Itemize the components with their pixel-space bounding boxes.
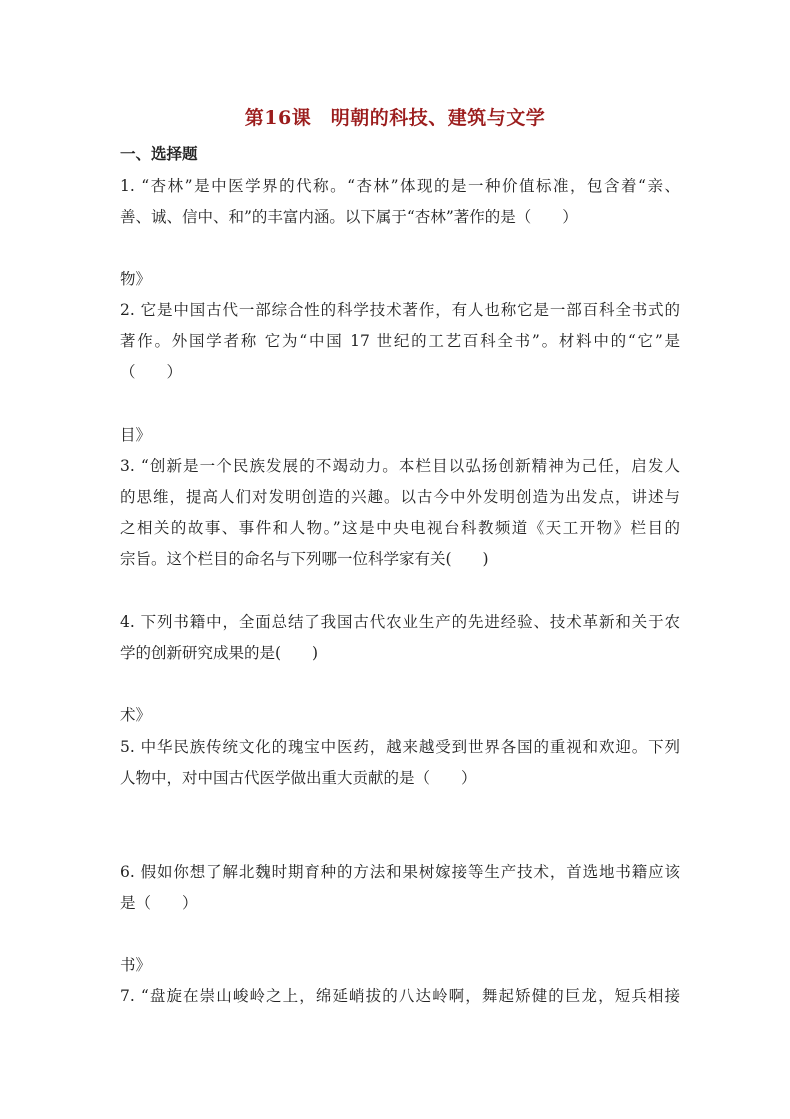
question-text: （ ） (120, 363, 183, 381)
question-text: 5. 中华民族传统文化的瑰宝中医药，越来越受到世界各国的重视和欢迎。下列 (120, 738, 680, 756)
question-text: 之相关的故事、事件和人物。”这是中央电视台科教频道《天工开物》栏目的 (120, 519, 680, 537)
question-text: 宗旨。这个栏目的命名与下列哪一位科学家有关( ) (120, 550, 489, 568)
option-wrap: 术》 (120, 706, 152, 724)
question-text: 人物中，对中国古代医学做出重大贡献的是（ ） (120, 769, 477, 787)
question-text: 的思维，提高人们对发明创造的兴趣。以古今中外发明创造为出发点，讲述与 (120, 488, 680, 506)
section-heading: 一、选择题 (120, 144, 198, 163)
question-text: 善、诚、信中、和”的丰富内涵。以下属于“杏林”著作的是（ ） (120, 208, 578, 226)
question-text: 2. 它是中国古代一部综合性的科学技术著作，有人也称它是一部百科全书式的 (120, 301, 680, 319)
question-text: 4. 下列书籍中，全面总结了我国古代农业生产的先进经验、技术革新和关于农 (120, 613, 680, 631)
option-wrap: 书》 (120, 956, 152, 974)
question-text: 著作。外国学者称 它为“中国 17 世纪的工艺百科全书”。材料中的“它”是 (120, 332, 680, 350)
question-text: 7. “盘旋在崇山峻岭之上，绵延峭拔的八达岭啊，舞起矫健的巨龙，短兵相接 (120, 987, 680, 1005)
question-text: 是（ ） (120, 894, 198, 912)
question-text: 学的创新研究成果的是( ) (120, 644, 319, 662)
question-text: 6. 假如你想了解北魏时期育种的方法和果树嫁接等生产技术，首选地书籍应该 (120, 863, 680, 881)
page-title: 第16课 明朝的科技、建筑与文学 (244, 107, 546, 129)
question-text: 1. “杏林”是中医学界的代称。“杏林”体现的是一种价值标准，包含着“亲、 (120, 177, 680, 195)
option-wrap: 物》 (120, 270, 152, 288)
option-wrap: 目》 (120, 426, 152, 444)
question-text: 3. “创新是一个民族发展的不竭动力。本栏目以弘扬创新精神为己任，启发人 (120, 457, 680, 475)
